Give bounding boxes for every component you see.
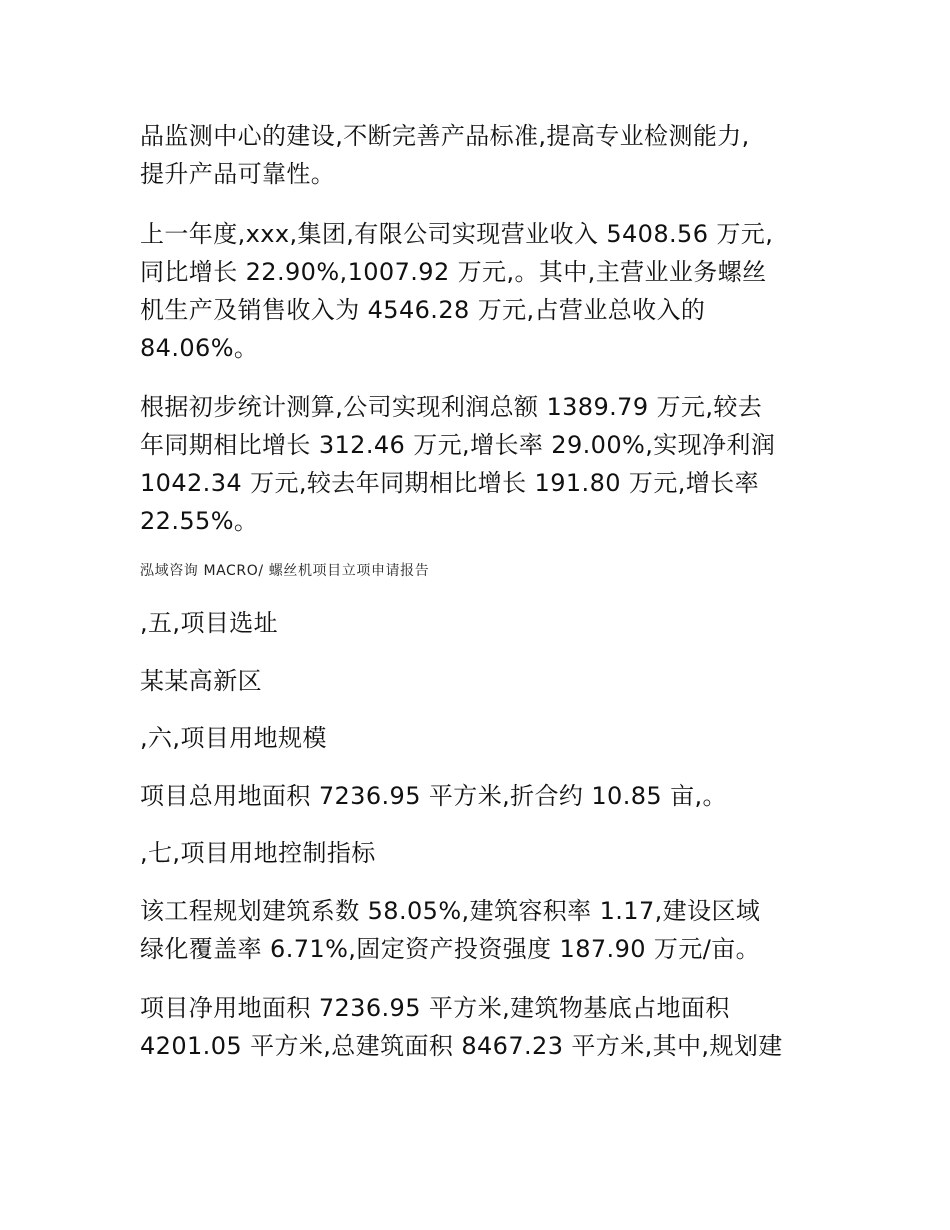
running-header: 泓域咨询 MACRO/ 螺丝机项目立项申请报告 [140, 563, 430, 579]
paragraph-line: 4201.05 平方米,总建筑面积 8467.23 平方米,其中,规划建 [140, 1032, 783, 1060]
section-body: 某某高新区 [140, 667, 262, 695]
paragraph-line: 机生产及销售收入为 4546.28 万元,占营业总收入的 [140, 296, 706, 324]
paragraph-line: 22.55%。 [140, 507, 259, 535]
paragraph-line: 上一年度,xxx,集团,有限公司实现营业收入 5408.56 万元, [140, 220, 774, 248]
section-heading: ,六,项目用地规模 [140, 724, 327, 752]
section-heading: ,五,项目选址 [140, 609, 279, 637]
paragraph-line: 84.06%。 [140, 334, 259, 362]
paragraph-line: 根据初步统计测算,公司实现利润总额 1389.79 万元,较去 [140, 393, 763, 421]
paragraph-line: 年同期相比增长 312.46 万元,增长率 29.00%,实现净利润 [140, 431, 776, 459]
paragraph-line: 提升产品可靠性。 [140, 160, 336, 188]
paragraph-line: 1042.34 万元,较去年同期相比增长 191.80 万元,增长率 [140, 469, 759, 497]
paragraph-line: 项目净用地面积 7236.95 平方米,建筑物基底占地面积 [140, 994, 730, 1022]
section-heading: ,七,项目用地控制指标 [140, 839, 376, 867]
paragraph-line: 同比增长 22.90%,1007.92 万元,。其中,主营业业务螺丝 [140, 258, 767, 286]
paragraph-line: 该工程规划建筑系数 58.05%,建筑容积率 1.17,建设区域 [140, 897, 761, 925]
paragraph-line: 品监测中心的建设,不断完善产品标准,提高专业检测能力, [140, 122, 750, 150]
section-body: 项目总用地面积 7236.95 平方米,折合约 10.85 亩,。 [140, 782, 727, 810]
paragraph-line: 绿化覆盖率 6.71%,固定资产投资强度 187.90 万元/亩。 [140, 935, 761, 963]
